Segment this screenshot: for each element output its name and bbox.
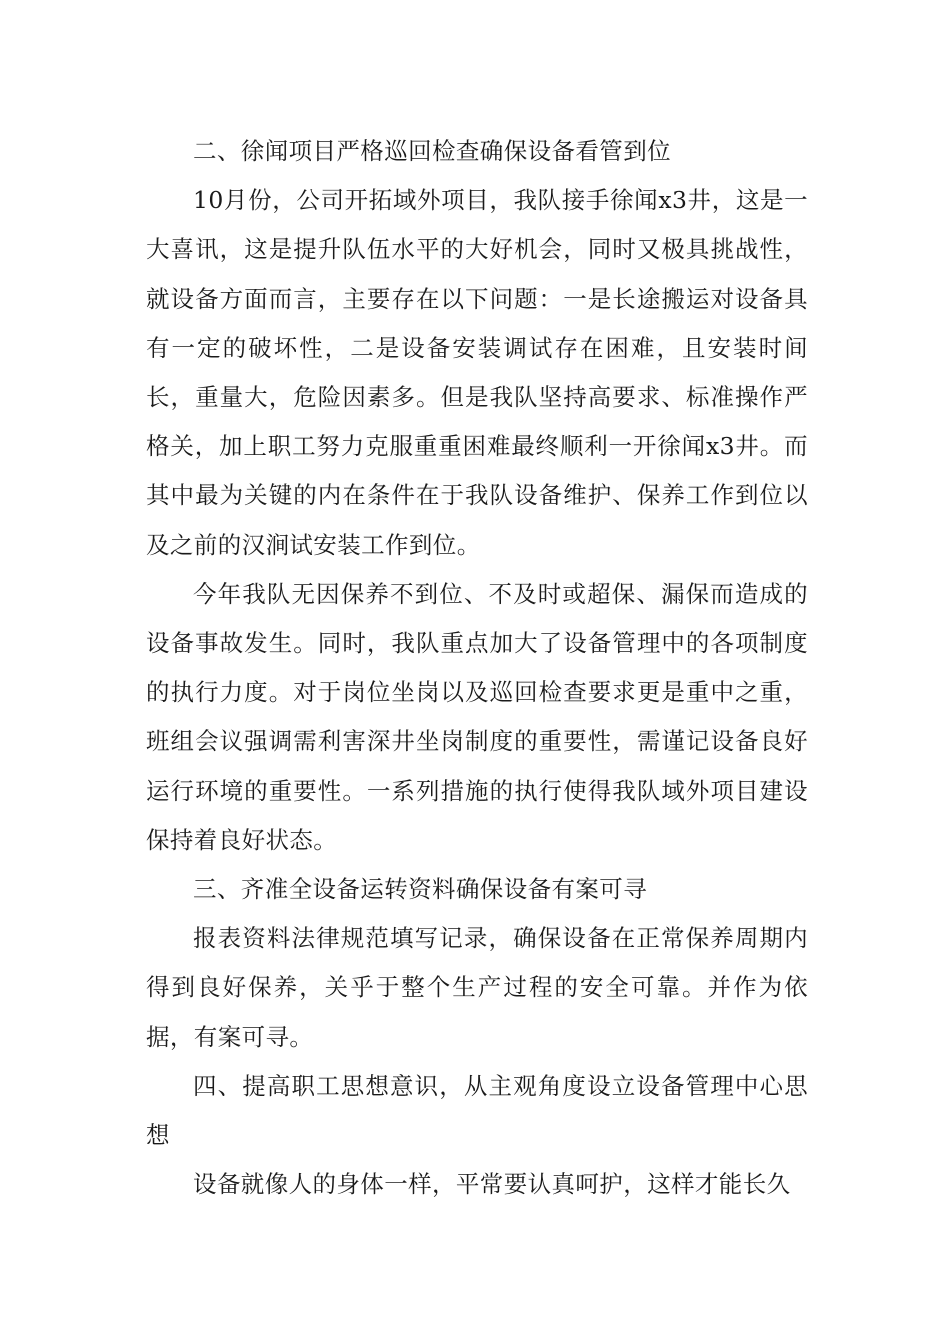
section-heading-2: 二、徐闻项目严格巡回检查确保设备看管到位 (193, 137, 671, 165)
section-heading-4: 四、提高职工思想意识，从主观角度设立设备管理中心思想 (146, 1071, 808, 1150)
paragraph-no-accidents: 今年我队无因保养不到位、不及时或超保、漏保而造成的设备事故发生。同时，我队重点加大了设备管理中的各项制度的执行力度。对于岗位坐岗以及巡回检查要求更是重中之重，班组会议强调需利害深井坐岗制度的重要性，需谨记设备良好运行环境的重要性。一系列措施的执行使得我队域外项目建设保持着良好状态。 (146, 579, 808, 854)
document-body (146, 127, 808, 1209)
section-heading-3: 三、齐准全设备运转资料确保设备有案可寻 (193, 875, 648, 904)
paragraph-report-records: 报表资料法律规范填写记录，确保设备在正常保养周期内得到良好保养，关乎于整个生产过程的安全可靠。并作为依据，有案可寻。 (146, 924, 808, 1051)
paragraph-equipment-care: 设备就像人的身体一样，平常要认真呵护，这样才能长久 (193, 1170, 791, 1199)
paragraph-xuwen-project: 10月份，公司开拓域外项目，我队接手徐闻x3井，这是一大喜讯，这是提升队伍水平的大好机会，同时又极具挑战性，就设备方面而言，主要存在以下问题：一是长途搬运对设备具有一定的破坏性，二是设备安装调试存在困难，且安装时间长，重量大，危险因素多。但是我队坚持高要求、标准操作严格关，加上职工努力克服重重困难最终顺利一开徐闻x3井。而其中最为关键的内在条件在于我队设备维护、保养工作到位以及之前的汉涧试安装工作到位。 (146, 186, 808, 559)
